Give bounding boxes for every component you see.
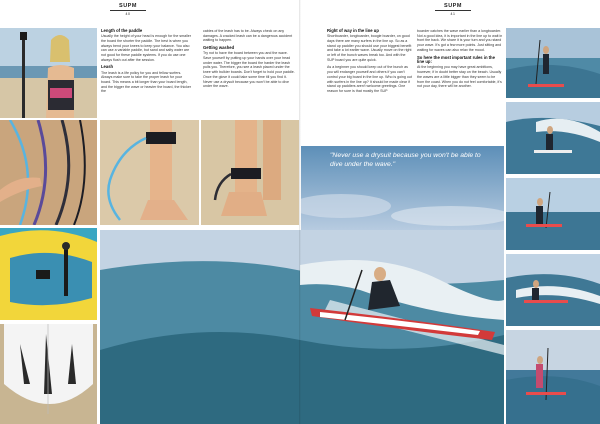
heading-right-of-way: Right of way in the line up [327, 28, 379, 33]
photo-strip-1 [506, 28, 600, 98]
body-leash-continued: cables of the leash has to be. Always check on any damages. A cracked leash can be a dangerous accident waiting to happen. [203, 29, 293, 43]
photo-ankle-leash-2 [201, 120, 299, 225]
right-page-number: 41 [435, 10, 471, 16]
photo-strip-2 [506, 102, 600, 174]
heading-important-rules: So here the most important rules in the line up: [417, 54, 495, 65]
body-length-of-paddle: Usually the height of your head is enough for the smaller the board the shorter the paddle. The best is when you always bend your knees to keep your balance. You also can use a variable paddle, but sand and salty water are not good for these paddle systems. If you do use one always flush out after the session. [101, 34, 191, 62]
left-text-column-2 [203, 29, 295, 92]
photo-woman-paddle [0, 28, 97, 118]
left-page-number: 40 [110, 10, 146, 16]
photo-surf-spread [100, 230, 504, 424]
left-text-column-1 [101, 29, 193, 97]
left-brand: SUPM [119, 3, 137, 9]
heading-leash: Leash [101, 64, 114, 70]
body-leash: The leash is a life policy for you and fellow surfers. Always make sure to take the proper leash for your board. This means a bit longer than your board length, and the bigger the wave or heavier the board, the thicker the [101, 70, 192, 94]
photo-strip-5 [506, 330, 600, 424]
heading-length-of-paddle: Length of the paddle [101, 28, 143, 33]
right-text-column-1 [327, 29, 413, 97]
photo-ankle-leash-1 [100, 120, 199, 225]
body-right-of-way: Shortboarder, longboarder, boogie boarder, on good days there are many surfers in the line up. So as a stand up paddler you should use your biggest benefit and take a lot earlier wave. Usually move on the right or left of the bunch waves break too. And with the SUP board you are quite quick. [327, 34, 412, 62]
photo-strip-3 [506, 178, 600, 250]
left-page-header [110, 3, 146, 16]
photo-leash-coils [0, 120, 97, 225]
body-important-rules: At the beginning you may have great ambitions, however, if in doubt better stay on the beach. Usually the waves are a little bigger than they seem to be from the coast. When you do not feel comfortable, it's not your day, there will be another. [417, 65, 502, 89]
photo-yellow-board [0, 228, 97, 320]
right-text-column-2 [417, 29, 503, 92]
body-line-up-continued: boarder catches the wave earlier than a longboarder. Not a good idea, it is important in the line up to wait in front the back. We share it is your turn and you stand your wave. It's got a few more points. Just sitting and waiting for waves can also relax the mood. [417, 29, 503, 52]
right-page-header [435, 3, 471, 16]
body-getting-washed: Try not to have the board between you and the wave. Save yourself by putting up your hands over your head under water. The bigger the board the harder the leash pulls you. Therefore, you see a leash placed under the knee with bulkier boards. Don't forget to hold your paddle. Once the glove it could take some time till you find it. Never use a drysuit because you won't be able to dive under the wave. [203, 51, 295, 89]
right-brand: SUPM [444, 3, 462, 9]
pull-quote: "Never use a drysuit because you won't be able to dive under the wave." [330, 152, 481, 168]
photo-board-fins [0, 324, 97, 424]
body-right-of-way-2: As a beginner you should keep out of the bunch as you will endanger yourself and others if you can't control your big board in the line up. Who is going out with surfers in the line up? It should be made clear if stand up paddlers aren't welcome greetings. One reason for sure is that mostly the SUP [327, 65, 412, 93]
heading-getting-washed: Getting washed [203, 45, 235, 51]
photo-strip-4 [506, 254, 600, 326]
